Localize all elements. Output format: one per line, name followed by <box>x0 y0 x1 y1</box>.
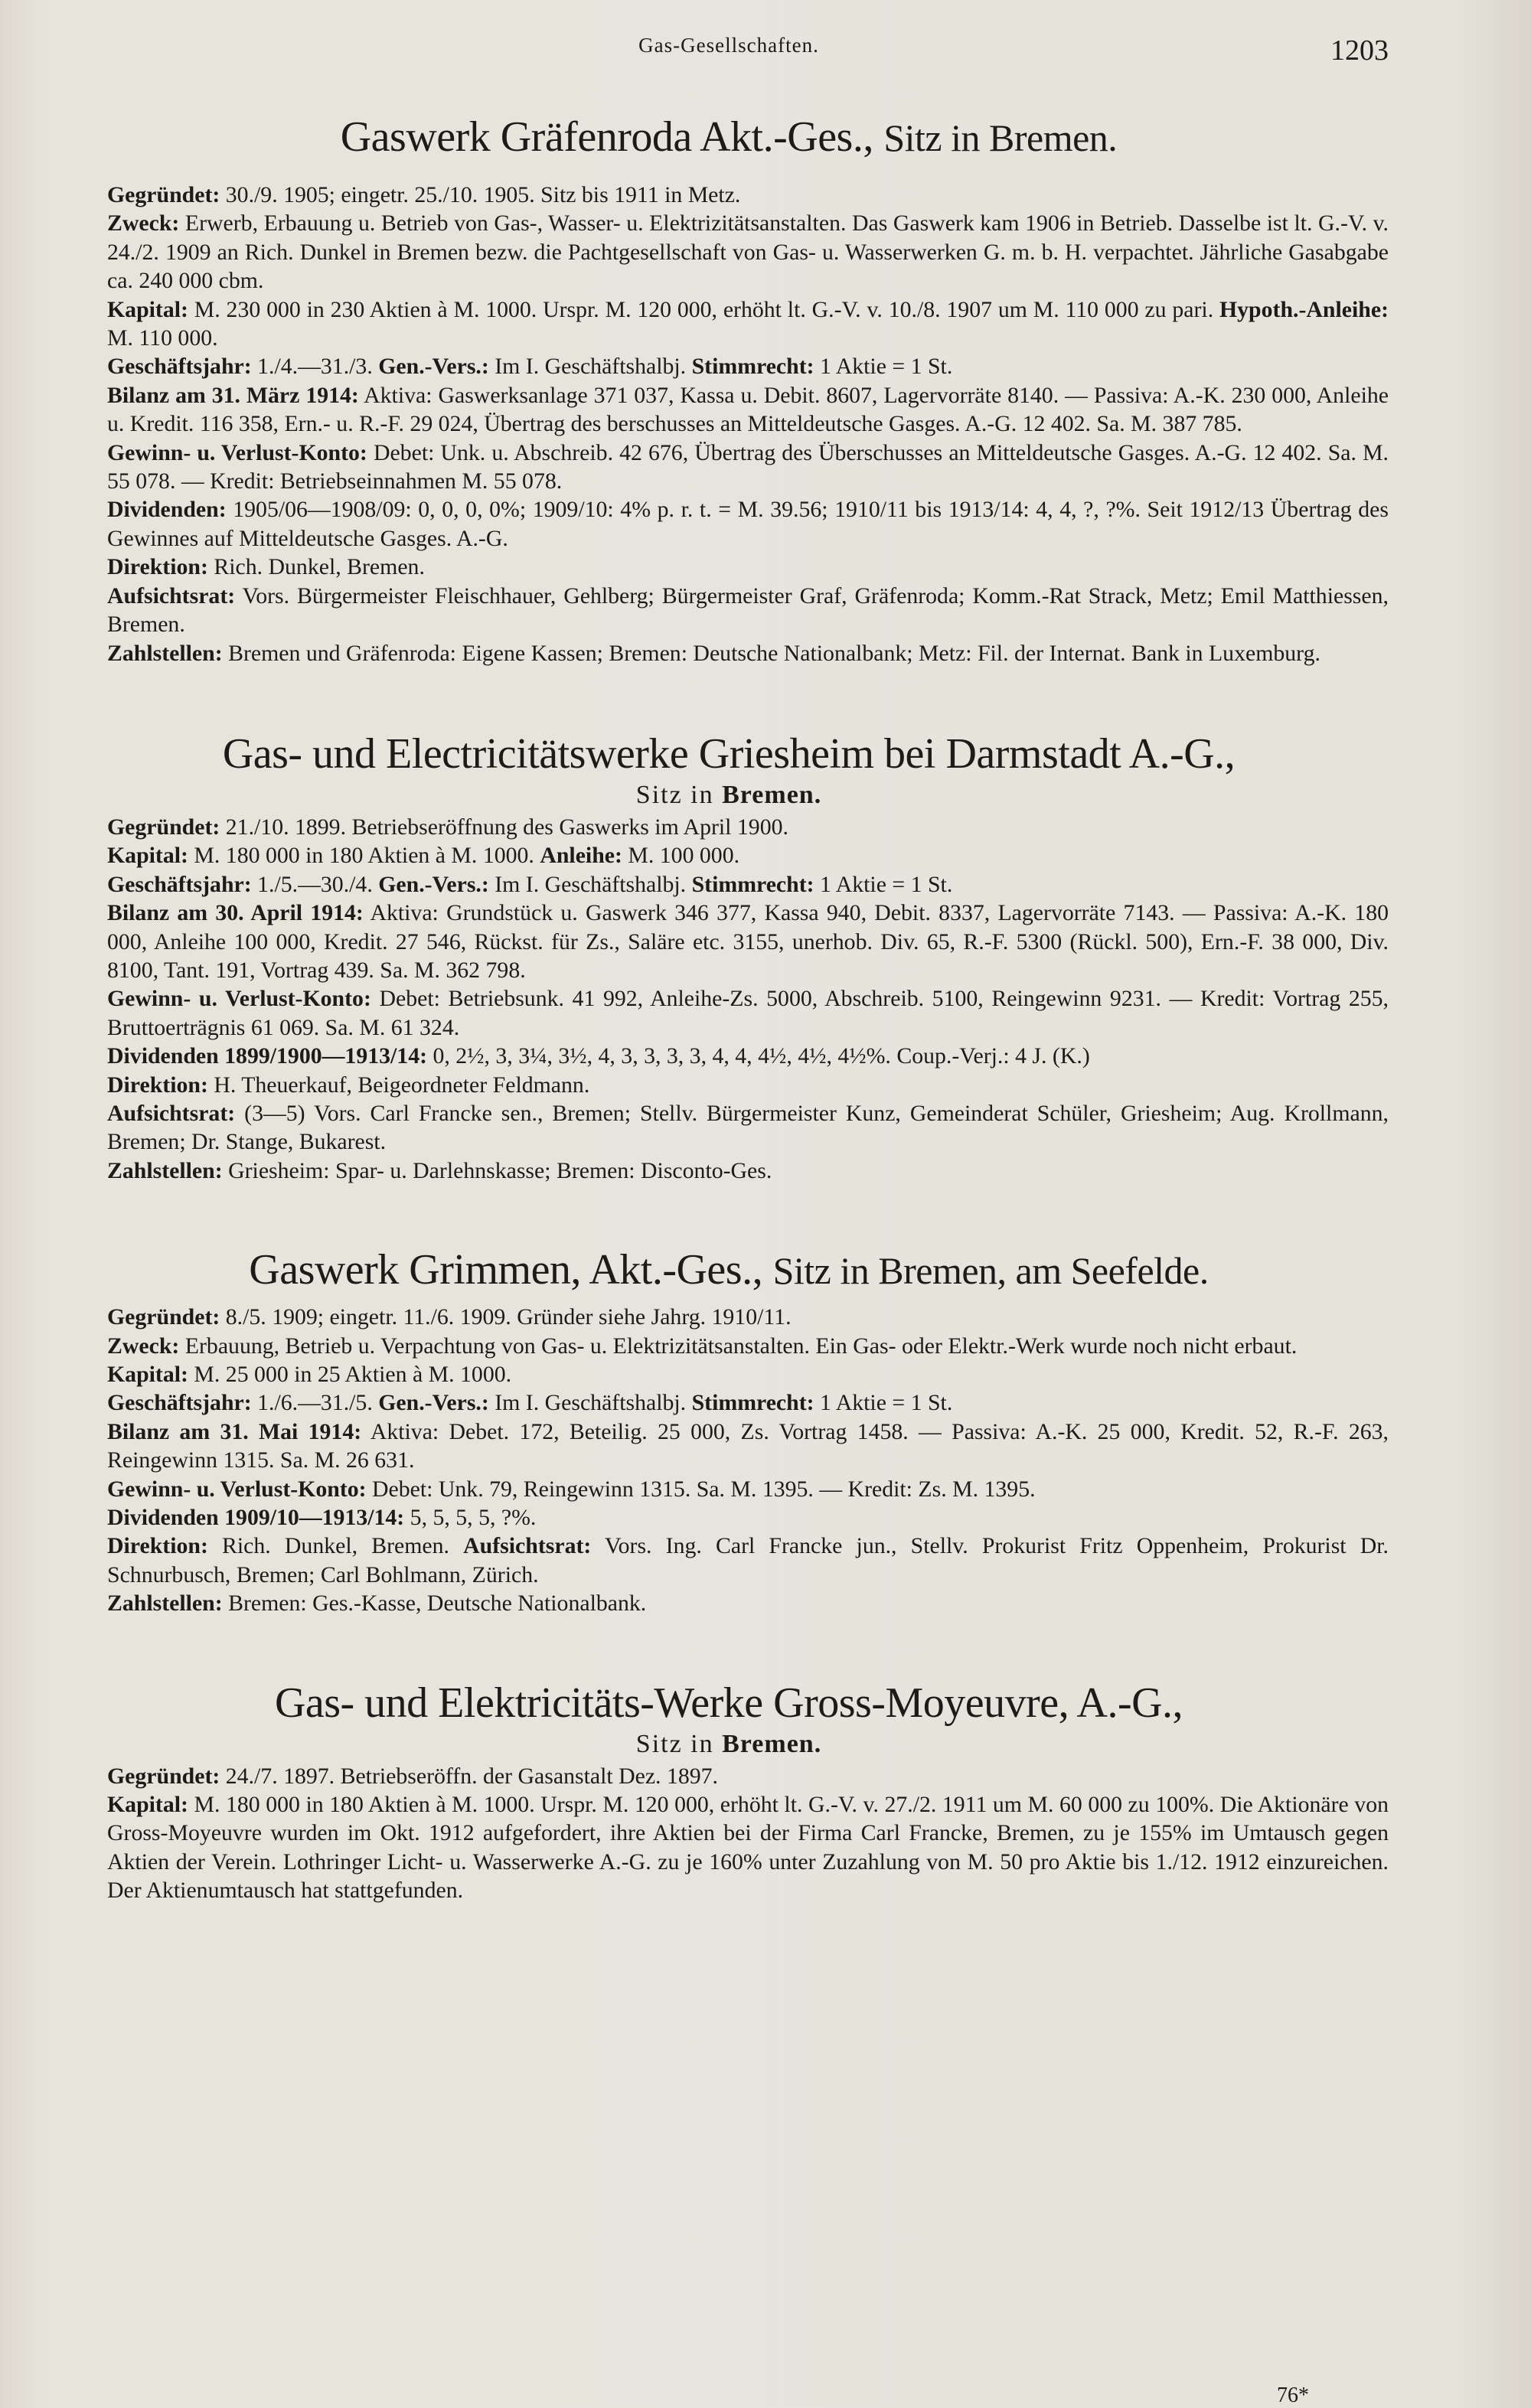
section-kapital: Kapital: M. 230 000 in 230 Aktien à M. 1000. Urspr. M. 120 000, erhöht lt. G.-V. v. 10./8. 1907 um M. 110 000 zu pari. Hypoth.-Anleihe: M. 110 000. <box>107 296 1389 351</box>
company-title <box>69 1676 1389 1730</box>
section-gewinn-verlust: Gewinn- u. Verlust-Konto: Debet: Unk. 79, Reingewinn 1315. Sa. M. 1395. — Kredit: Zs. M. 1395. <box>107 1476 1036 1502</box>
company-title <box>69 727 1389 781</box>
section-bilanz: Bilanz am 31. März 1914: Aktiva: Gaswerksanlage 371 037, Kassa u. Debit. 8607, Lagervorräte 8140. — Passiva: A.-K. 230 000, Anleihe u. Kredit. 116 358, Ern.- u. R.-F. 29 024, Übertrag des berschusses an Mitteldeutsche Gasges. A.-G. 12 402. Sa. M. 387 785. <box>107 382 1389 437</box>
page-number: 1203 <box>1330 34 1389 67</box>
company-seat: Sitz in Bremen. <box>635 1729 822 1758</box>
section-kapital: Kapital: M. 25 000 in 25 Aktien à M. 1000. <box>107 1362 512 1387</box>
company-seat: Sitz in Bremen, am Seefelde. <box>772 1249 1209 1293</box>
section-direktion: Direktion: Rich. Dunkel, Bremen. <box>107 554 425 580</box>
company-name: Gaswerk Gräfenroda Akt.-Ges., <box>340 113 873 161</box>
running-head <box>69 34 1389 72</box>
section-kapital: Kapital: M. 180 000 in 180 Aktien à M. 1000. Urspr. M. 120 000, erhöht lt. G.-V. v. 27./2. 1911 um M. 60 000 zu 100%. Die Aktionäre von Gross-Moyeuvre wurden im Okt. 1912 aufgefordert, ihre Aktien bei der Firma Carl Francke, Bremen, zu je 155% im Umtausch gegen Aktien der Verein. Lothringer Licht- u. Wasserwerke A.-G. zu je 160% unter Zuzahlung von M. 50 pro Aktie bis 1./12. 1912 einzureichen. Der Aktienumtausch hat stattgefunden. <box>107 1792 1389 1904</box>
section-direktion: Direktion: H. Theuerkauf, Beigeordneter Feldmann. <box>107 1072 590 1098</box>
section-aufsichtsrat: Aufsichtsrat: (3—5) Vors. Carl Francke sen., Bremen; Stellv. Bürgermeister Kunz, Gemeinderat Schüler, Griesheim; Aug. Krollmann, Bremen; Dr. Stange, Bukarest. <box>107 1100 1389 1155</box>
section-dividenden: Dividenden 1909/10—1913/14: 5, 5, 5, 5, ?%. <box>107 1505 537 1531</box>
section-gewinn-verlust: Gewinn- u. Verlust-Konto: Debet: Unk. u. Abschreib. 42 676, Übertrag des Überschusses an Mitteldeutsche Gasges. A.-G. 12 402. Sa. M. 55 078. — Kredit: Betriebseinnahmen M. 55 078. <box>107 439 1389 494</box>
section-geschaeftsjahr: Geschäftsjahr: 1./4.—31./3. Gen.-Vers.: Im I. Geschäftshalbj. Stimmrecht: 1 Aktie = 1 St. <box>107 354 953 380</box>
section-gegruendet: Gegründet: 24./7. 1897. Betriebseröffn. der Gasanstalt Dez. 1897. <box>107 1763 719 1789</box>
company-seat: Sitz in Bremen. <box>635 780 822 809</box>
company-entry-gross-moyeuvre <box>69 1676 1389 1905</box>
section-zahlstellen: Zahlstellen: Bremen und Gräfenroda: Eigene Kassen; Bremen: Deutsche Nationalbank; Metz: Fil. der Internat. Bank in Luxemburg. <box>107 640 1320 666</box>
section-bilanz: Bilanz am 30. April 1914: Aktiva: Grundstück u. Gaswerk 346 377, Kassa 940, Debit. 8337, Lagervorräte 7143. — Passiva: A.-K. 180 000, Anleihe 100 000, Kredit. 27 546, Rückst. für Zs., Saläre etc. 3155, unerhob. Div. 65, R.-F. 5300 (Rückl. 500), Ern.-F. 38 000, Div. 8100, Tant. 191, Vortrag 439. Sa. M. 362 798. <box>107 900 1389 983</box>
section-gegruendet: Gegründet: 8./5. 1909; eingetr. 11./6. 1909. Gründer siehe Jahrg. 1910/11. <box>107 1304 792 1330</box>
section-aufsichtsrat: Aufsichtsrat: Vors. Bürgermeister Fleischhauer, Gehlberg; Bürgermeister Graf, Gräfenroda; Komm.-Rat Strack, Metz; Emil Matthiessen, Bremen. <box>107 582 1389 638</box>
section-geschaeftsjahr: Geschäftsjahr: 1./6.—31./5. Gen.-Vers.: Im I. Geschäftshalbj. Stimmrecht: 1 Aktie = 1 St. <box>107 1390 953 1416</box>
section-gegruendet: Gegründet: 21./10. 1899. Betriebseröffnung des Gaswerks im April 1900. <box>107 814 788 840</box>
signature-mark: 76* <box>1277 2384 1309 2407</box>
company-name: Gas- und Elektricitäts-Werke Gross-Moyeuvre, A.-G., <box>274 1679 1183 1727</box>
section-direktion: Direktion: Rich. Dunkel, Bremen. Aufsichtsrat: Vors. Ing. Carl Francke jun., Stellv. Prokurist Fritz Oppenheim, Prokurist Dr. Schnurbusch, Bremen; Carl Bohlmann, Zürich. <box>107 1533 1389 1587</box>
company-seat: Sitz in Bremen. <box>883 116 1118 159</box>
company-entry-graefenroda <box>69 110 1389 667</box>
section-gegruendet: Gegründet: 30./9. 1905; eingetr. 25./10. 1905. Sitz bis 1911 in Metz. <box>107 182 741 207</box>
running-head-title: Gas-Gesellschaften. <box>638 34 819 57</box>
section-zahlstellen: Zahlstellen: Bremen: Ges.-Kasse, Deutsche Nationalbank. <box>107 1591 647 1617</box>
company-title <box>69 1243 1389 1297</box>
company-entry-grimmen <box>69 1243 1389 1617</box>
company-entry-griesheim <box>69 727 1389 1185</box>
section-kapital: Kapital: M. 180 000 in 180 Aktien à M. 1000. Anleihe: M. 100 000. <box>107 843 740 869</box>
company-name: Gaswerk Grimmen, Akt.-Ges., <box>249 1246 763 1294</box>
section-zahlstellen: Zahlstellen: Griesheim: Spar- u. Darlehnskasse; Bremen: Disconto-Ges. <box>107 1157 772 1183</box>
section-bilanz: Bilanz am 31. Mai 1914: Aktiva: Debet. 172, Beteilig. 25 000, Zs. Vortrag 1458. — Passiva: A.-K. 25 000, Kredit. 52, R.-F. 263, Reingewinn 1315. Sa. M. 26 631. <box>107 1418 1389 1473</box>
section-geschaeftsjahr: Geschäftsjahr: 1./5.—30./4. Gen.-Vers.: Im I. Geschäftshalbj. Stimmrecht: 1 Aktie = 1 St. <box>107 871 953 897</box>
company-name: Gas- und Electricitätswerke Griesheim bei Darmstadt A.-G., <box>222 729 1236 778</box>
section-gewinn-verlust: Gewinn- u. Verlust-Konto: Debet: Betriebsunk. 41 992, Anleihe-Zs. 5000, Abschreib. 5100, Reingewinn 9231. — Kredit: Vortrag 255, Bruttoerträgnis 61 069. Sa. M. 61 324. <box>107 986 1389 1040</box>
company-title <box>69 110 1389 164</box>
section-zweck: Zweck: Erwerb, Erbauung u. Betrieb von Gas-, Wasser- u. Elektrizitätsanstalten. Das Gaswerk kam 1906 in Betrieb. Dasselbe ist lt. G.-V. v. 24./2. 1909 an Rich. Dunkel in Bremen bezw. die Pachtgesellschaft von Gas- u. Wasserwerken G. m. b. H. verpachtet. Jährliche Gasabgabe ca. 240 000 cbm. <box>107 210 1389 294</box>
section-zweck: Zweck: Erbauung, Betrieb u. Verpachtung von Gas- u. Elektrizitätsanstalten. Ein Gas- oder Elektr.-Werk wurde noch nicht erbaut. <box>107 1333 1298 1359</box>
section-dividenden: Dividenden: 1905/06—1908/09: 0, 0, 0, 0%; 1909/10: 4% p. r. t. = M. 39.56; 1910/11 bis 1913/14: 4, 4, ?, ?%. Seit 1912/13 Übertrag des Gewinnes auf Mitteldeutsche Gasges. A.-G. <box>107 497 1389 551</box>
section-dividenden: Dividenden 1899/1900—1913/14: 0, 2½, 3, 3¼, 3½, 4, 3, 3, 3, 3, 4, 4, 4½, 4½, 4½%. Coup.-Verj.: 4 J. (K.) <box>107 1043 1090 1069</box>
